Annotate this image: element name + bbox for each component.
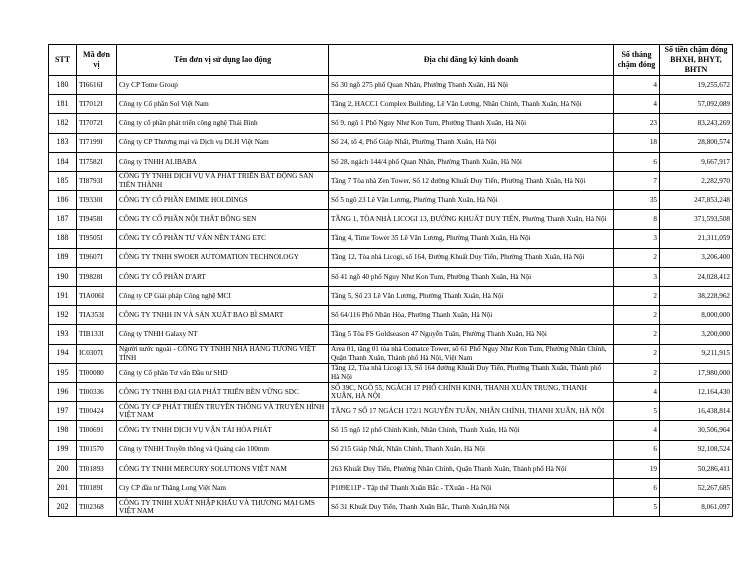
cell-stt: 191 bbox=[49, 287, 77, 306]
cell-dia-chi: 263 Khuất Duy Tiến, Phường Nhân Chính, Quận Thanh Xuân, Thành phố Hà Nội bbox=[329, 459, 614, 478]
cell-ma-don-vi: IC0307I bbox=[77, 344, 117, 363]
cell-stt: 196 bbox=[49, 383, 77, 402]
cell-ten-don-vi: Công ty cổ phần phát triển công nghệ Thái Bình bbox=[117, 114, 329, 133]
cell-so-thang: 2 bbox=[614, 248, 660, 267]
header-stt: STT bbox=[49, 45, 77, 76]
cell-stt: 181 bbox=[49, 95, 77, 114]
cell-ten-don-vi: Người nước ngoài - CÔNG TY TNHH NHÀ HÀNG TƯƠNG VIỆT TÍNH bbox=[117, 344, 329, 363]
cell-ma-don-vi: TI7582I bbox=[77, 152, 117, 171]
cell-ten-don-vi: CÔNG TY CỔ PHẦN TƯ VẤN NỀN TẢNG ETC bbox=[117, 229, 329, 248]
cell-so-thang: 6 bbox=[614, 152, 660, 171]
table-row bbox=[49, 421, 733, 440]
cell-so-thang: 3 bbox=[614, 267, 660, 286]
cell-dia-chi: Số 30 ngõ 275 phố Quan Nhân, Phường Thanh Xuân, Hà Nội bbox=[329, 76, 614, 95]
cell-dia-chi: Số 9, ngõ 1 Phố Nguy Như Kon Tum, Phường Thanh Xuân, Hà Nội bbox=[329, 114, 614, 133]
table-row bbox=[49, 306, 733, 325]
cell-so-tien: 28,800,574 bbox=[660, 133, 733, 152]
header-ma-don-vi: Mã đơn vị bbox=[77, 45, 117, 76]
header-so-tien: Số tiền chậm đóng BHXH, BHYT, BHTN bbox=[660, 45, 733, 76]
cell-so-thang: 8 bbox=[614, 210, 660, 229]
cell-so-tien: 30,506,964 bbox=[660, 421, 733, 440]
cell-ten-don-vi: Công ty Cổ phần Sol Việt Nam bbox=[117, 95, 329, 114]
cell-so-thang: 2 bbox=[614, 287, 660, 306]
cell-so-thang: 3 bbox=[614, 229, 660, 248]
cell-ma-don-vi: TI9505I bbox=[77, 229, 117, 248]
cell-ten-don-vi: CÔNG TY CỔ PHẦN D'ART bbox=[117, 267, 329, 286]
cell-dia-chi: Số 31 Khuất Duy Tiến, Thanh Xuân Bắc, Thanh Xuân,Hà Nội bbox=[329, 498, 614, 517]
table-row bbox=[49, 383, 733, 402]
cell-so-tien: 24,028,412 bbox=[660, 267, 733, 286]
table-row bbox=[49, 191, 733, 210]
table-row bbox=[49, 95, 733, 114]
cell-so-tien: 247,853,248 bbox=[660, 191, 733, 210]
cell-stt: 182 bbox=[49, 114, 77, 133]
cell-ten-don-vi: CÔNG TY CỔ PHẦN EMIME HOLDINGS bbox=[117, 191, 329, 210]
cell-ten-don-vi: CÔNG TY TNHH DỊCH VỤ VÀ PHÁT TRIỂN BẤT ĐỘNG SẢN TIẾN THÀNH bbox=[117, 171, 329, 190]
cell-so-tien: 52,267,685 bbox=[660, 478, 733, 497]
cell-so-thang: 6 bbox=[614, 440, 660, 459]
cell-stt: 202 bbox=[49, 498, 77, 517]
table-row bbox=[49, 210, 733, 229]
cell-stt: 184 bbox=[49, 152, 77, 171]
cell-dia-chi: Số 28, ngách 144/4 phố Quan Nhân, Phường Thanh Xuân, Hà Nội bbox=[329, 152, 614, 171]
cell-stt: 186 bbox=[49, 191, 77, 210]
cell-so-thang: 23 bbox=[614, 114, 660, 133]
table-row bbox=[49, 344, 733, 363]
cell-stt: 187 bbox=[49, 210, 77, 229]
cell-ten-don-vi: CÔNG TY TNHH ĐẠI GIA PHÁT TRIỂN BỀN VỮNG SDC bbox=[117, 383, 329, 402]
cell-dia-chi: Số 24, tổ 4, Phố Giáp Nhất, Phường Thanh Xuân, Hà Nội bbox=[329, 133, 614, 152]
cell-so-tien: 9,667,917 bbox=[660, 152, 733, 171]
cell-so-tien: 8,061,097 bbox=[660, 498, 733, 517]
cell-ten-don-vi: Cty CP Tome Group bbox=[117, 76, 329, 95]
table-row bbox=[49, 325, 733, 344]
cell-ten-don-vi: CÔNG TY TNHH IN VÀ SẢN XUẤT BAO BÌ SMART bbox=[117, 306, 329, 325]
cell-stt: 198 bbox=[49, 421, 77, 440]
cell-ten-don-vi: CÔNG TY TNHH MERCURY SOLUTIONS VIỆT NAM bbox=[117, 459, 329, 478]
cell-dia-chi: Tầng 12, Tòa nhà Licogi, số 164, Đường Khuất Duy Tiến, Phường Thanh Xuân, Hà Nội bbox=[329, 248, 614, 267]
table-row bbox=[49, 287, 733, 306]
cell-ma-don-vi: TI7199I bbox=[77, 133, 117, 152]
cell-stt: 180 bbox=[49, 76, 77, 95]
cell-ma-don-vi: TI00336 bbox=[77, 383, 117, 402]
cell-ten-don-vi: Công ty CP Giải pháp Công nghệ MCI bbox=[117, 287, 329, 306]
cell-so-tien: 16,438,814 bbox=[660, 402, 733, 421]
cell-ma-don-vi: TI7012I bbox=[77, 95, 117, 114]
cell-so-tien: 371,593,508 bbox=[660, 210, 733, 229]
cell-so-tien: 8,000,000 bbox=[660, 306, 733, 325]
cell-ma-don-vi: TI9828I bbox=[77, 267, 117, 286]
table-row bbox=[49, 248, 733, 267]
cell-so-thang: 35 bbox=[614, 191, 660, 210]
cell-ma-don-vi: TI02368 bbox=[77, 498, 117, 517]
cell-stt: 190 bbox=[49, 267, 77, 286]
cell-stt: 201 bbox=[49, 478, 77, 497]
cell-so-tien: 3,200,000 bbox=[660, 325, 733, 344]
cell-so-thang: 7 bbox=[614, 171, 660, 190]
cell-so-thang: 4 bbox=[614, 95, 660, 114]
table-row bbox=[49, 402, 733, 421]
table-row bbox=[49, 498, 733, 517]
cell-ten-don-vi: Công ty Cổ phần Tư vấn Đầu tư SHD bbox=[117, 363, 329, 382]
cell-so-tien: 3,206,400 bbox=[660, 248, 733, 267]
cell-stt: 200 bbox=[49, 459, 77, 478]
cell-stt: 195 bbox=[49, 363, 77, 382]
cell-so-tien: 17,980,000 bbox=[660, 363, 733, 382]
cell-ten-don-vi: Công ty TNHH Galaxy NT bbox=[117, 325, 329, 344]
cell-dia-chi: Tầng 12, Tòa nhà Licogi 13, Số 164 đường Khuất Duy Tiến, Phường Thanh Xuân, Thành phố Hà Nội bbox=[329, 363, 614, 382]
header-so-thang: Số tháng chậm đóng bbox=[614, 45, 660, 76]
cell-dia-chi: SỐ 39C, NGÕ 55, NGÁCH 17 PHỐ CHÍNH KINH, THANH XUÂN TRUNG, THANH XUÂN, HÀ NỘI bbox=[329, 383, 614, 402]
cell-so-tien: 21,311,059 bbox=[660, 229, 733, 248]
cell-ten-don-vi: Cty CP đầu tư Thăng Long Việt Nam bbox=[117, 478, 329, 497]
cell-ma-don-vi: TI01570 bbox=[77, 440, 117, 459]
table-row bbox=[49, 76, 733, 95]
cell-ten-don-vi: CÔNG TY CỔ PHẦN NỘI THẤT BÔNG SEN bbox=[117, 210, 329, 229]
cell-stt: 188 bbox=[49, 229, 77, 248]
cell-so-thang: 2 bbox=[614, 325, 660, 344]
cell-so-tien: 19,255,672 bbox=[660, 76, 733, 95]
table-row bbox=[49, 459, 733, 478]
cell-ma-don-vi: TI00424 bbox=[77, 402, 117, 421]
table-header-row bbox=[49, 45, 733, 76]
cell-so-thang: 4 bbox=[614, 76, 660, 95]
cell-ten-don-vi: Công ty TNHH Truyền thông và Quảng cáo 100mm bbox=[117, 440, 329, 459]
cell-ma-don-vi: TI6616I bbox=[77, 76, 117, 95]
cell-so-tien: 2,282,970 bbox=[660, 171, 733, 190]
cell-dia-chi: Số 41 ngõ 40 phố Nguy Như Kon Tum, Phường Thanh Xuân, Hà Nội bbox=[329, 267, 614, 286]
cell-ma-don-vi: TI9458I bbox=[77, 210, 117, 229]
cell-ma-don-vi: TIA006I bbox=[77, 287, 117, 306]
cell-so-tien: 50,286,411 bbox=[660, 459, 733, 478]
cell-stt: 183 bbox=[49, 133, 77, 152]
cell-ma-don-vi: TI7072I bbox=[77, 114, 117, 133]
cell-so-tien: 83,243,269 bbox=[660, 114, 733, 133]
cell-so-tien: 92,108,524 bbox=[660, 440, 733, 459]
cell-so-thang: 2 bbox=[614, 363, 660, 382]
cell-so-thang: 19 bbox=[614, 459, 660, 478]
cell-so-thang: 2 bbox=[614, 344, 660, 363]
cell-dia-chi: Số 5 ngõ 23 Lê Văn Lương, Phường Thanh Xuân, Hà Nội bbox=[329, 191, 614, 210]
table-row bbox=[49, 152, 733, 171]
header-dia-chi: Địa chỉ đăng ký kinh doanh bbox=[329, 45, 614, 76]
cell-stt: 193 bbox=[49, 325, 77, 344]
cell-so-tien: 57,092,089 bbox=[660, 95, 733, 114]
cell-stt: 192 bbox=[49, 306, 77, 325]
table-row bbox=[49, 478, 733, 497]
cell-ma-don-vi: TI9607I bbox=[77, 248, 117, 267]
cell-ten-don-vi: Công ty TNHH ALIBABA bbox=[117, 152, 329, 171]
cell-ma-don-vi: TI9330I bbox=[77, 191, 117, 210]
cell-so-tien: 12,164,430 bbox=[660, 383, 733, 402]
table-row bbox=[49, 114, 733, 133]
cell-stt: 194 bbox=[49, 344, 77, 363]
cell-ma-don-vi: TI01893 bbox=[77, 459, 117, 478]
cell-ma-don-vi: TI0189I bbox=[77, 478, 117, 497]
cell-dia-chi: Tầng 4, Time Tower 35 Lê Văn Lương, Phường Thanh Xuân, Hà Nội bbox=[329, 229, 614, 248]
table-row bbox=[49, 171, 733, 190]
cell-so-tien: 9,211,915 bbox=[660, 344, 733, 363]
cell-so-thang: 5 bbox=[614, 402, 660, 421]
cell-ten-don-vi: CÔNG TY CP PHÁT TRIỂN TRUYỀN THÔNG VÀ TRUYỀN HÌNH VIỆT NAM bbox=[117, 402, 329, 421]
cell-ma-don-vi: TI00080 bbox=[77, 363, 117, 382]
cell-dia-chi: TẦNG 1, TÒA NHÀ LICOGI 13, ĐƯỜNG KHUẤT DUY TIẾN, Phường Thanh Xuân, Hà Nội bbox=[329, 210, 614, 229]
cell-dia-chi: Số 215 Giáp Nhất, Nhân Chính, Thanh Xuân, Hà Nội bbox=[329, 440, 614, 459]
cell-so-thang: 4 bbox=[614, 421, 660, 440]
cell-dia-chi: Số 64/116 Phố Nhân Hòa, Phường Thanh Xuân, Hà Nội bbox=[329, 306, 614, 325]
cell-so-thang: 4 bbox=[614, 383, 660, 402]
debt-table bbox=[48, 44, 733, 517]
cell-ma-don-vi: TI00691 bbox=[77, 421, 117, 440]
cell-so-thang: 18 bbox=[614, 133, 660, 152]
cell-dia-chi: P109E11P - Tập thể Thanh Xuân Bắc - TXuân - Hà Nội bbox=[329, 478, 614, 497]
cell-dia-chi: Tầng 2, HACC1 Complex Building, Lê Văn Lương, Nhân Chính, Thanh Xuân, Hà Nội bbox=[329, 95, 614, 114]
cell-stt: 185 bbox=[49, 171, 77, 190]
cell-stt: 189 bbox=[49, 248, 77, 267]
cell-so-thang: 2 bbox=[614, 306, 660, 325]
cell-ma-don-vi: TIA353I bbox=[77, 306, 117, 325]
cell-so-thang: 6 bbox=[614, 478, 660, 497]
cell-dia-chi: Tầng 7 Tòa nhà Zen Tower, Số 12 đường Khuất Duy Tiến, Phường Thanh Xuân, Hà Nội bbox=[329, 171, 614, 190]
cell-dia-chi: Tầng 5 Tòa FS Goldseason 47 Nguyễn Tuân, Phường Thanh Xuân, Hà Nội bbox=[329, 325, 614, 344]
cell-ten-don-vi: CÔNG TY TNHH SWOER AUTOMATION TECHNOLOGY bbox=[117, 248, 329, 267]
cell-ten-don-vi: CÔNG TY TNHH XUẤT NHẬP KHẨU VÀ THƯƠNG MẠI GMS VIỆT NAM bbox=[117, 498, 329, 517]
table-row bbox=[49, 267, 733, 286]
header-ten-don-vi: Tên đơn vị sử dụng lao động bbox=[117, 45, 329, 76]
cell-so-thang: 5 bbox=[614, 498, 660, 517]
cell-so-tien: 38,228,962 bbox=[660, 287, 733, 306]
table-body bbox=[49, 76, 733, 517]
cell-dia-chi: Area 01, tầng 01 tòa nhà Comatce Tower, số 61 Phố Nguy Như Kon Tum, Phường Nhân Chính, Quận Thanh Xuân, Thành phố Hà Nội, Việt Nam bbox=[329, 344, 614, 363]
table-row bbox=[49, 133, 733, 152]
cell-dia-chi: Tầng 5, Số 23 Lê Văn Lương, Phường Thanh Xuân, Hà Nội bbox=[329, 287, 614, 306]
table-row bbox=[49, 440, 733, 459]
cell-dia-chi: Số 15 ngõ 12 phố Chính Kinh, Nhân Chính, Thanh Xuân, Hà Nội bbox=[329, 421, 614, 440]
cell-stt: 197 bbox=[49, 402, 77, 421]
cell-ma-don-vi: TIB133I bbox=[77, 325, 117, 344]
cell-dia-chi: TẦNG 7 SỐ 17 NGÁCH 172/1 NGUYỄN TUÂN, NHÂN CHÍNH, THANH XUÂN, HÀ NỘI bbox=[329, 402, 614, 421]
table-row bbox=[49, 363, 733, 382]
cell-stt: 199 bbox=[49, 440, 77, 459]
table-row bbox=[49, 229, 733, 248]
cell-ma-don-vi: TI8793I bbox=[77, 171, 117, 190]
cell-ten-don-vi: Công ty CP Thương mại và Dịch vụ DLH Việt Nam bbox=[117, 133, 329, 152]
cell-ten-don-vi: CÔNG TY TNHH DỊCH VỤ VẬN TẢI HÒA PHÁT bbox=[117, 421, 329, 440]
